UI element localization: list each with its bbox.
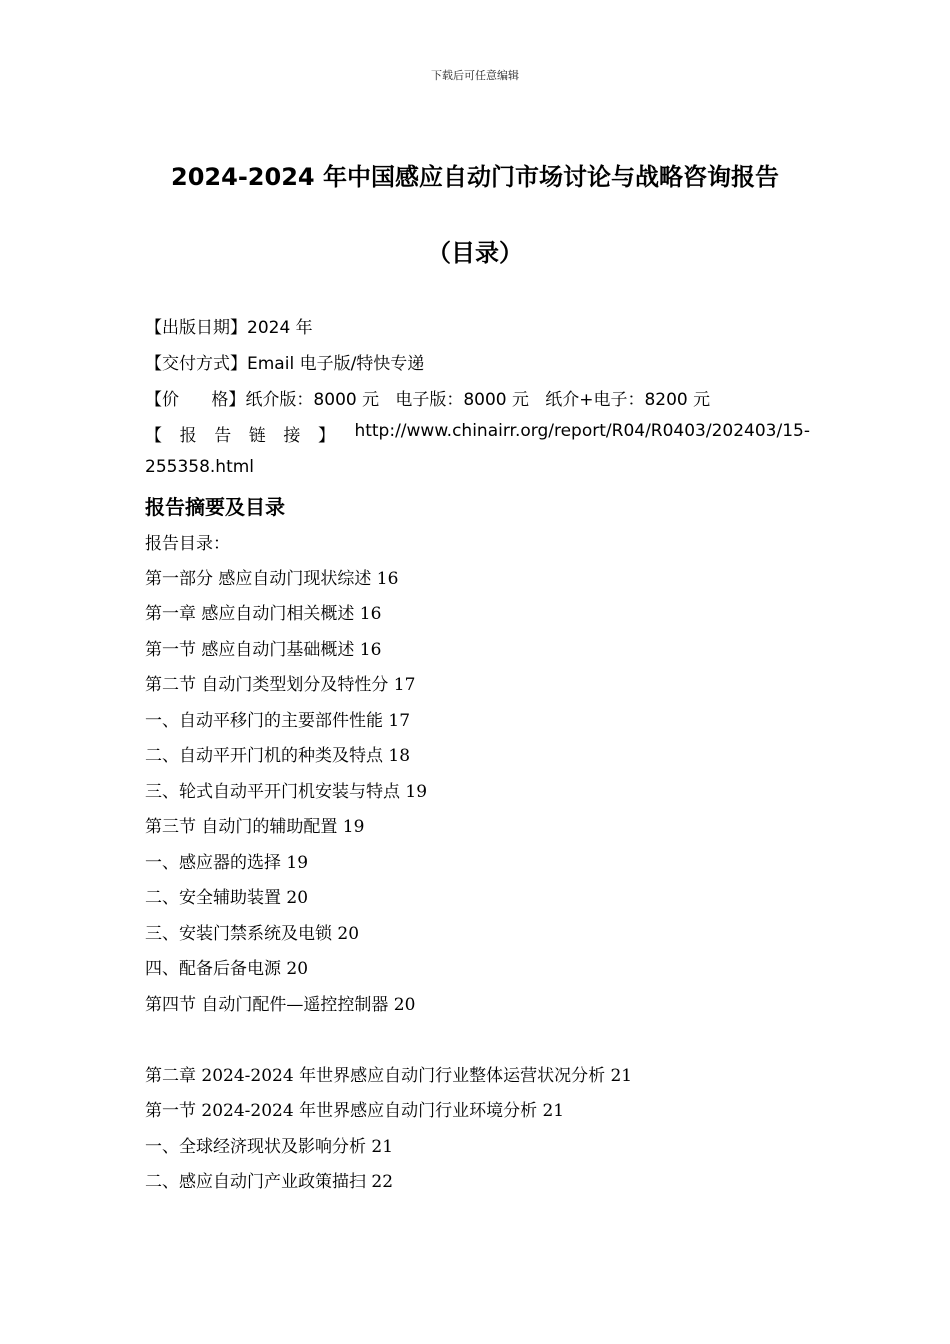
publish-date: 【出版日期】2024 年 [145, 318, 313, 338]
link-label-char: 】 [317, 426, 335, 446]
report-link-url[interactable]: http://www.chinairr.org/report/R04/R0403/202403/15- [354, 421, 810, 441]
link-label-char: 接 [283, 426, 301, 446]
toc-line: 一、自动平移门的主要部件性能 17 [145, 711, 411, 731]
report-link-url-continued[interactable]: 255358.html [145, 457, 255, 477]
toc-line: 第四节 自动门配件—遥控控制器 20 [145, 995, 416, 1015]
header-note: 下载后可任意编辑 [431, 69, 519, 82]
toc-line: 第一部分 感应自动门现状综述 16 [145, 569, 399, 589]
toc-line: 第一节 2024-2024 年世界感应自动门行业环境分析 21 [145, 1101, 565, 1121]
toc-line: 二、感应自动门产业政策描扫 22 [145, 1172, 394, 1192]
report-title: 2024-2024 年中国感应自动门市场讨论与战略咨询报告 [171, 163, 779, 191]
toc-line: 第二章 2024-2024 年世界感应自动门行业整体运营状况分析 21 [145, 1066, 633, 1086]
toc-line: 二、自动平开门机的种类及特点 18 [145, 746, 411, 766]
link-label-char: 【 [145, 426, 162, 446]
toc-line: 一、感应器的选择 19 [145, 853, 309, 873]
report-link-row [145, 421, 810, 446]
link-label-char: 链 [248, 426, 266, 446]
toc-line: 第三节 自动门的辅助配置 19 [145, 817, 365, 837]
toc-line: 第一章 感应自动门相关概述 16 [145, 604, 382, 624]
report-link-label [145, 421, 335, 446]
toc-line: 三、轮式自动平开门机安装与特点 19 [145, 782, 428, 802]
toc-line: 三、安装门禁系统及电锁 20 [145, 924, 360, 944]
link-label-char: 报 [179, 426, 197, 446]
toc-line: 二、安全辅助装置 20 [145, 888, 309, 908]
toc-line: 四、配备后备电源 20 [145, 959, 309, 979]
section-heading: 报告摘要及目录 [145, 495, 285, 519]
toc-line: 第一节 感应自动门基础概述 16 [145, 640, 382, 660]
delivery-method: 【交付方式】Email 电子版/特快专递 [145, 354, 425, 374]
price-value: 纸介版：8000 元 电子版：8000 元 纸介+电子：8200 元 [245, 390, 711, 410]
price-label: 【价 格】 [145, 390, 246, 410]
toc-line: 报告目录： [145, 534, 230, 554]
price-row [145, 385, 810, 410]
report-subtitle: （目录） [427, 239, 523, 267]
toc-line: 一、全球经济现状及影响分析 21 [145, 1137, 394, 1157]
link-label-char: 告 [214, 426, 232, 446]
toc-line: 第二节 自动门类型划分及特性分 17 [145, 675, 416, 695]
